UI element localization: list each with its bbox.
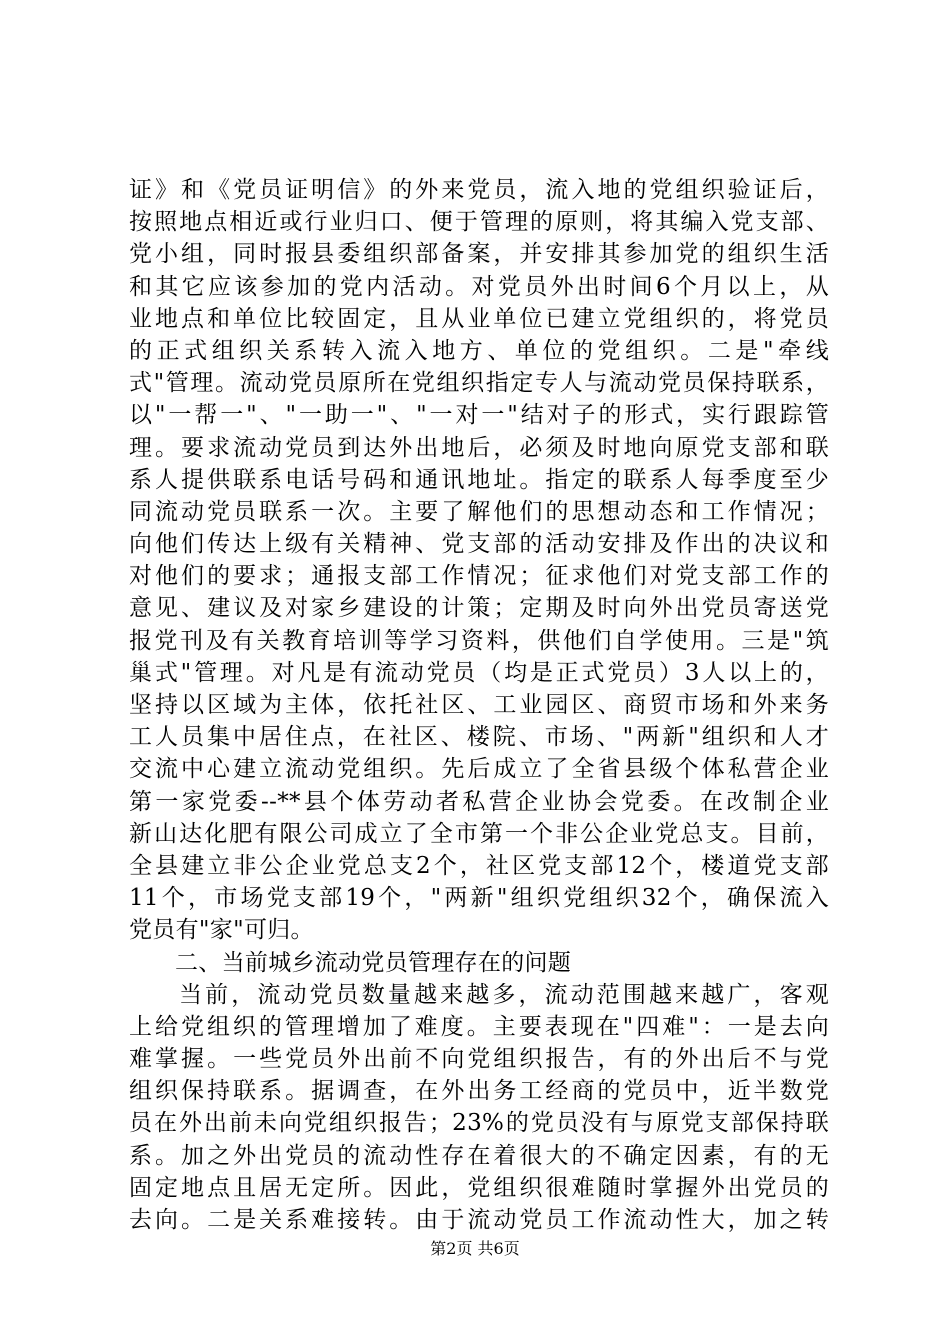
- text-line: 和其它应该参加的党内活动。对党员外出时间6个月以上，从: [129, 273, 829, 300]
- text-line: 难掌握。一些党员外出前不向党组织报告，有的外出后不与党: [129, 1046, 829, 1073]
- text-line: 意见、建议及对家乡建设的计策；定期及时向外出党员寄送党: [129, 595, 829, 622]
- section-heading: 二、当前城乡流动党员管理存在的问题: [175, 949, 572, 976]
- body-text: [129, 174, 829, 1236]
- text-line: 工人员集中居住点，在社区、楼院、市场、"两新"组织和人才: [129, 724, 829, 751]
- text-line: 系人提供联系电话号码和通讯地址。指定的联系人每季度至少: [129, 466, 829, 493]
- text-line: 交流中心建立流动党组织。先后成立了全省县级个体私营企业: [129, 756, 829, 783]
- text-line: 当前，流动党员数量越来越多，流动范围越来越广，客观: [179, 981, 829, 1008]
- text-line: 组织保持联系。据调查，在外出务工经商的党员中，近半数党: [129, 1078, 829, 1105]
- text-line: 向他们传达上级有关精神、党支部的活动安排及作出的决议和: [129, 531, 829, 558]
- text-line: 第一家党委--**县个体劳动者私营企业协会党委。在改制企业: [129, 788, 829, 815]
- text-line: 巢式"管理。对凡是有流动党员（均是正式党员）3人以上的，: [129, 659, 829, 686]
- text-line: 11个，市场党支部19个，"两新"组织党组织32个，确保流入: [129, 885, 829, 912]
- text-line: 按照地点相近或行业归口、便于管理的原则，将其编入党支部、: [129, 209, 829, 236]
- text-line: 系。加之外出党员的流动性存在着很大的不确定因素，有的无: [129, 1142, 829, 1169]
- text-line: 证》和《党员证明信》的外来党员，流入地的党组织验证后，: [129, 177, 829, 203]
- text-line: 式"管理。流动党员原所在党组织指定专人与流动党员保持联系，: [129, 370, 829, 397]
- text-line: 理。要求流动党员到达外出地后，必须及时地向原党支部和联: [129, 434, 829, 461]
- text-line: 固定地点且居无定所。因此，党组织很难随时掌握外出党员的: [129, 1174, 829, 1201]
- text-line: 全县建立非公企业党总支2个，社区党支部12个，楼道党支部: [129, 852, 829, 879]
- text-line: 坚持以区域为主体，依托社区、工业园区、商贸市场和外来务: [129, 692, 829, 718]
- text-line: 报党刊及有关教育培训等学习资料，供他们自学使用。三是"筑: [129, 627, 829, 654]
- text-line: 上给党组织的管理增加了难度。主要表现在"四难"：一是去向: [129, 1013, 829, 1040]
- text-line: 去向。二是关系难接转。由于流动党员工作流动性大，加之转: [129, 1207, 829, 1233]
- text-line: 党小组，同时报县委组织部备案，并安排其参加党的组织生活: [129, 241, 829, 268]
- text-line: 业地点和单位比较固定，且从业单位已建立党组织的，将党员: [129, 305, 829, 332]
- text-line: 对他们的要求；通报支部工作情况；征求他们对党支部工作的: [129, 563, 829, 590]
- text-line: 以"一帮一"、"一助一"、"一对一"结对子的形式，实行跟踪管: [129, 402, 829, 429]
- text-line: 员在外出前未向党组织报告；23%的党员没有与原党支部保持联: [129, 1110, 829, 1137]
- text-line: 新山达化肥有限公司成立了全市第一个非公企业党总支。目前，: [129, 820, 829, 847]
- page-number-label: 第2页 共6页: [430, 1239, 520, 1258]
- page-footer: [0, 1239, 950, 1259]
- text-line: 党员有"家"可归。: [129, 917, 314, 944]
- text-line: 的正式组织关系转入流入地方、单位的党组织。二是"牵线: [129, 337, 829, 364]
- text-line: 同流动党员联系一次。主要了解他们的思想动态和工作情况；: [129, 498, 829, 525]
